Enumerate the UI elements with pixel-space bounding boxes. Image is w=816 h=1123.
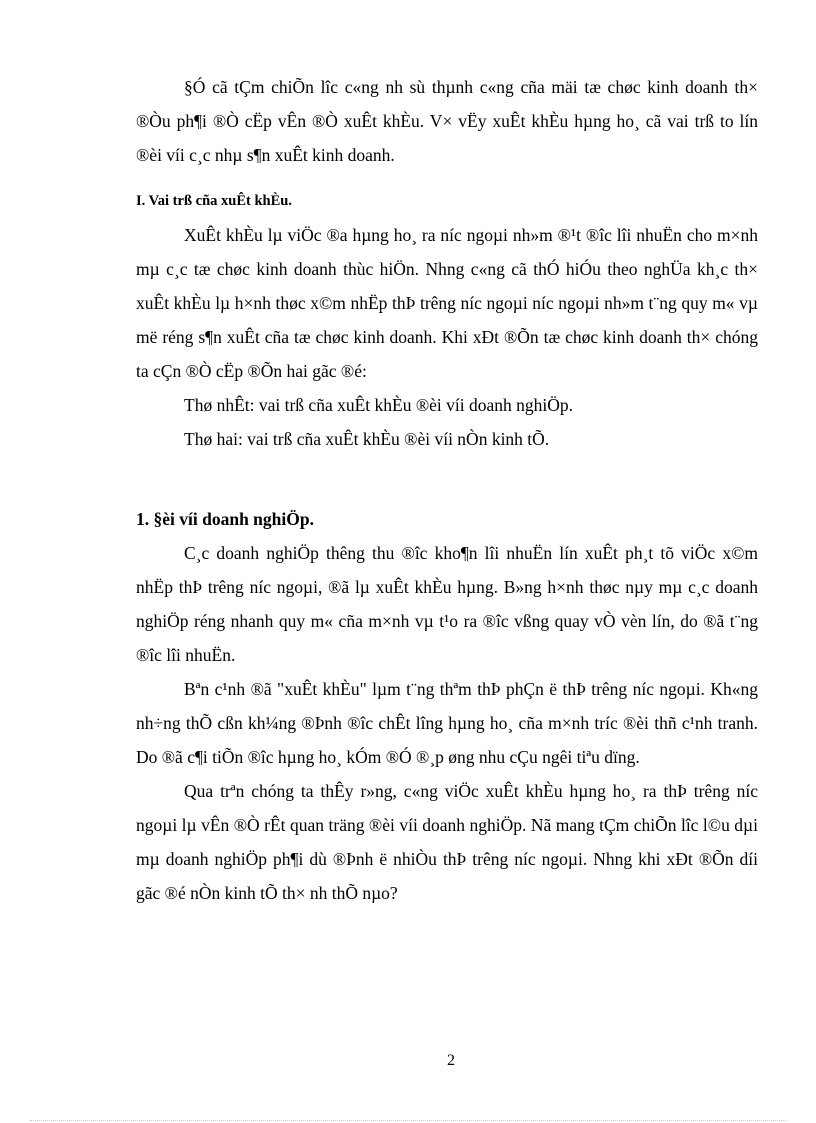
section-1-block <box>136 502 758 536</box>
page-bottom-divider <box>30 1120 786 1121</box>
paragraph-profit: C¸c doanh nghiÖp thêng thu ®îc kho¶n lîi nhuËn lín xuÊt ph¸t tõ viÖc x©m nhËp thÞ trêng níc ngoµi, ®ã lµ xuÊt khÈu hµng. B»ng h×nh thøc nµy mµ c¸c doanh nghiÖp réng nhanh quy m« cña m×nh vµ t¹o ra ®îc vßng quay vÒ vèn lín, do ®ã t¨ng ®îc lîi nhuËn. <box>136 543 758 665</box>
section-heading-I: I. Vai trß cña xuÊt khÈu. <box>136 193 292 209</box>
page-number: 2 <box>447 1052 455 1069</box>
intro-paragraph: §Ó cã tÇm chiÕn lîc c«ng nh sù thµnh c«ng cña mäi tæ chøc kinh doanh th× ®Òu ph¶i ®Ò cËp vÊn ®Ò xuÊt khÈu. V× vËy xuÊt khÈu hµng ho¸ cã vai trß to lín ®èi víi c¸c nhµ s¶n xuÊt kinh doanh. <box>136 77 758 165</box>
intro-block <box>136 70 758 172</box>
section-I-block <box>136 184 758 218</box>
section-I-body <box>136 218 758 456</box>
paragraph-second-angle: Thø hai: vai trß cña xuÊt khÈu ®èi víi nÒn kinh tÕ. <box>184 429 550 449</box>
section-1-body <box>136 536 758 910</box>
paragraph-export-definition: XuÊt khÈu lµ viÖc ®a hµng ho¸ ra níc ngoµi nh»m ®¹t ®îc lîi nhuËn cho m×nh mµ c¸c tæ chøc kinh doanh thùc hiÖn. Nhng c«ng cã thÓ hiÓu theo nghÜa kh¸c th× xuÊt khÈu lµ h×nh thøc x©m nhËp thÞ trêng níc ngoµi níc ngoµi nh»m t¨ng quy m« vµ më réng s¶n xuÊt cña tæ chøc kinh doanh. Khi xÐt ®Õn tæ chøc kinh doanh th× chóng ta cÇn ®Ò cËp ®Õn hai gãc ®é: <box>136 225 758 381</box>
section-heading-1: 1. §èi víi doanh nghiÖp. <box>136 509 314 529</box>
paragraph-market-share: Bªn c¹nh ®ã "xuÊt khÈu" lµm t¨ng thªm thÞ phÇn ë thÞ trêng níc ngoµi. Kh«ng nh÷ng thÕ cßn kh¼ng ®Þnh ®îc chÊt lîng hµng ho¸ cña m×nh tríc ®èi thñ c¹nh tranh. Do ®ã c¶i tiÕn ®îc hµng ho¸ kÓm ®Ó ®¸p øng nhu cÇu ngêi tiªu dïng. <box>136 679 758 767</box>
paragraph-first-angle: Thø nhÊt: vai trß cña xuÊt khÈu ®èi víi doanh nghiÖp. <box>184 395 573 415</box>
paragraph-conclusion: Qua trªn chóng ta thÊy r»ng, c«ng viÖc xuÊt khÈu hµng ho¸ ra thÞ trêng níc ngoµi lµ vÊn ®Ò rÊt quan träng ®èi víi doanh nghiÖp. Nã mang tÇm chiÕn lîc l©u dµi mµ doanh nghiÖp ph¶i dù ®Þnh ë nhiÒu thÞ trêng níc ngoµi. Nhng khi xÐt ®Õn díi gãc ®é nÒn kinh tÕ th× nh thÕ nµo? <box>136 781 758 903</box>
